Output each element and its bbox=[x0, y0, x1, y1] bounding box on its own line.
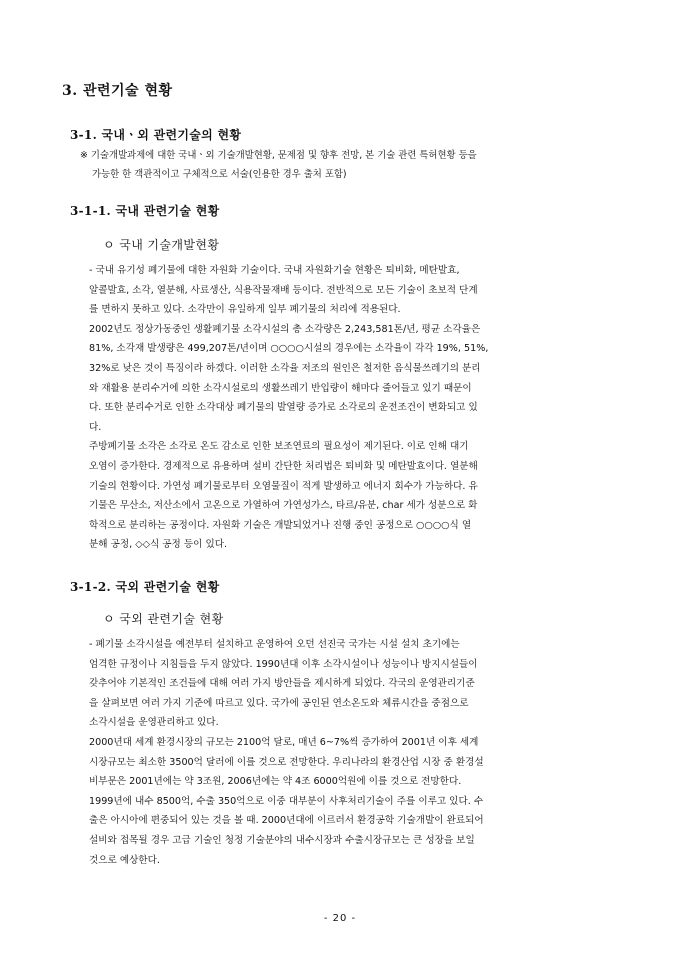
paragraph-line: 설비와 접목될 경우 고급 기술인 청정 기술분야의 내수시장과 수출시장규모는 큰 성장을 보일 bbox=[89, 834, 475, 846]
subsection-title-3-1-1: 3-1-1. 국내 관련기술 현황 bbox=[70, 204, 220, 218]
bullet-domestic: ㅇ 국내 기술개발현황 bbox=[103, 238, 220, 252]
paragraph-line: 주방폐기물 소각은 소각로 온도 감소로 인한 보조연료의 필요성이 제기된다. 이로 인해 대기 bbox=[89, 441, 469, 453]
paragraph-line: 2000년대 세계 환경시장의 규모는 2100억 달로, 매년 6~7%씩 증가하여 2001년 이후 세계 bbox=[89, 736, 479, 748]
note-line-2: 가능한 한 객관적이고 구체적으로 서술(인용한 경우 출처 포함) bbox=[92, 169, 347, 180]
subsection-title-3-1-2: 3-1-2. 국외 관련기술 현황 bbox=[70, 580, 220, 594]
paragraph-line: 를 면하지 못하고 있다. 소각만이 유일하게 일부 폐기물의 처리에 적용된다. bbox=[89, 304, 401, 316]
paragraph-line: 기술의 현황이다. 가연성 폐기물로부터 오염물질이 적게 발생하고 에너지 회수가 가능하다. 유 bbox=[89, 480, 478, 492]
paragraph-line: 오염이 증가한다. 경제적으로 유용하며 설비 간단한 처리법은 퇴비화 및 메탄발효이다. 열분해 bbox=[89, 460, 478, 472]
paragraph-line: 알콜발효, 소각, 열분해, 사료생산, 식용작물재배 등이다. 전반적으로 모든 기술이 초보적 단계 bbox=[89, 284, 478, 296]
paragraph-line: 시장규모는 최소한 3500억 달러에 이를 것으로 전망한다. 우리나라의 환경산업 시장 중 환경설 bbox=[89, 756, 484, 768]
paragraph-line: 출은 아시아에 편중되어 있는 것을 볼 때. 2000년대에 이르러서 환경공학 기술개발이 완료되어 bbox=[89, 815, 484, 827]
subsection-title-3-1: 3-1. 국내ㆍ외 관련기술의 현황 bbox=[70, 128, 242, 142]
paragraph-line: 분해 공정, ◇◇식 공정 등이 있다. bbox=[89, 539, 228, 551]
paragraph-line: 81%, 소각재 발생량은 499,207톤/년이며 ○○○○시설의 경우에는 소각율이 각각 19%, 51%, bbox=[89, 343, 489, 355]
note-line-1: ※ 기술개발과제에 대한 국내ㆍ외 기술개발현황, 문제점 및 향후 전망, 본 기술 관련 특허현황 등을 bbox=[80, 150, 477, 161]
paragraph-line: 1999년에 내수 8500억, 수출 350억으로 이중 대부분이 사후처리기술이 주를 이루고 있다. 수 bbox=[89, 795, 484, 807]
paragraph-line: 다. bbox=[89, 421, 102, 433]
paragraph-line: 2002년도 정상가동중인 생활폐기물 소각시설의 총 소각량은 2,243,581톤/년, 평균 소각율은 bbox=[89, 323, 481, 335]
paragraph-line: 소각시설을 운영관리하고 있다. bbox=[89, 717, 219, 729]
section-title: 3. 관련기술 현황 bbox=[62, 83, 173, 99]
paragraph-line: 32%로 낮은 것이 특징이라 하겠다. 이러한 소각율 저조의 원인은 철저한 음식물쓰레기의 분리 bbox=[89, 362, 481, 374]
paragraph-line: 학적으로 분리하는 공정이다. 자원화 기술은 개발되었거나 진행 중인 공정으로 ○○○○식 열 bbox=[89, 519, 472, 531]
instruction-note bbox=[80, 146, 600, 184]
paragraph-line: 을 살펴보면 여러 가지 기준에 따르고 있다. 국가에 공인된 연소온도와 체류시간을 중점으로 bbox=[89, 697, 469, 709]
paragraph-line: 다. 또한 분리수거로 인한 소각대상 폐기물의 발열량 증가로 소각로의 운전조건이 변화되고 있 bbox=[89, 402, 478, 414]
paragraph-line: 것으로 예상한다. bbox=[89, 854, 160, 866]
paragraph-line: 엄격한 규정이나 지침들을 두지 않았다. 1990년대 이후 소각시설이나 성능이나 방지시설들이 bbox=[89, 658, 478, 670]
bullet-overseas: ㅇ 국외 관련기술 현황 bbox=[103, 612, 224, 626]
paragraph-line: 기물은 무산소, 저산소에서 고온으로 가열하여 가연성가스, 타르/유분, char 세가 성분으로 화 bbox=[89, 500, 478, 512]
overseas-paragraph bbox=[89, 635, 593, 870]
page-number: - 20 - bbox=[323, 913, 357, 924]
paragraph-line: 비부문은 2001년에는 약 3조원, 2006년에는 약 4조 6000억원에 이를 것으로 전망한다. bbox=[89, 776, 462, 788]
domestic-paragraph bbox=[89, 261, 593, 555]
paragraph-line: - 국내 유기성 폐기물에 대한 자원화 기술이다. 국내 자원화기술 현황은 퇴비화, 메탄발효, bbox=[89, 265, 460, 276]
paragraph-line: 갖추어야 기본적인 조건들에 대해 여러 가지 방안들을 제시하게 되었다. 각국의 운영관리기준 bbox=[89, 678, 475, 690]
paragraph-line: - 폐기물 소각시설을 예전부터 설치하고 운영하여 오던 선진국 국가는 시설 설치 초기에는 bbox=[89, 639, 460, 650]
paragraph-line: 와 재활용 분리수거에 의한 소각시설로의 생활쓰레기 반입량이 해마다 줄어들고 있기 때문이 bbox=[89, 382, 472, 394]
